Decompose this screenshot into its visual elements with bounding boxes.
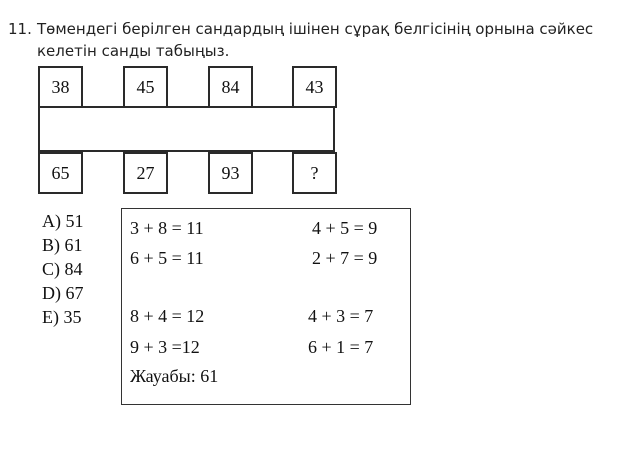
top-cell-3: 84 — [208, 66, 253, 108]
option-b: B) 61 — [42, 235, 83, 255]
bottom-cell-1: 65 — [38, 152, 83, 194]
solution-answer: Жауабы: 61 — [130, 366, 219, 386]
connecting-band — [38, 106, 335, 152]
question-text-line-1: Төмендегі берілген сандардың ішінен сұрақ белгісінің орнына сәйкес — [37, 20, 594, 38]
question-text-line-2: келетін санды табыңыз. — [37, 42, 230, 60]
option-c: C) 84 — [42, 259, 83, 279]
option-d: D) 67 — [42, 283, 84, 303]
option-e: E) 35 — [42, 307, 82, 327]
solution-box — [121, 208, 411, 405]
solution-left-eq-3: 8 + 4 = 12 — [130, 306, 205, 326]
solution-left-eq-2: 6 + 5 = 11 — [130, 248, 204, 268]
bottom-cell-3: 93 — [208, 152, 253, 194]
bottom-cell-4-unknown: ? — [292, 152, 337, 194]
solution-right-eq-2: 2 + 7 = 9 — [312, 248, 378, 268]
top-cell-1: 38 — [38, 66, 83, 108]
solution-left-eq-1: 3 + 8 = 11 — [130, 218, 204, 238]
solution-right-eq-4: 6 + 1 = 7 — [308, 337, 374, 357]
option-a: A) 51 — [42, 211, 84, 231]
solution-right-eq-3: 4 + 3 = 7 — [308, 306, 374, 326]
number-puzzle-figure — [37, 66, 337, 195]
solution-left-eq-4: 9 + 3 =12 — [130, 337, 200, 357]
top-cell-2: 45 — [123, 66, 168, 108]
top-cell-4: 43 — [292, 66, 337, 108]
bottom-cell-2: 27 — [123, 152, 168, 194]
solution-right-eq-1: 4 + 5 = 9 — [312, 218, 378, 238]
question-number: 11. — [8, 20, 32, 38]
answer-options — [42, 209, 84, 329]
